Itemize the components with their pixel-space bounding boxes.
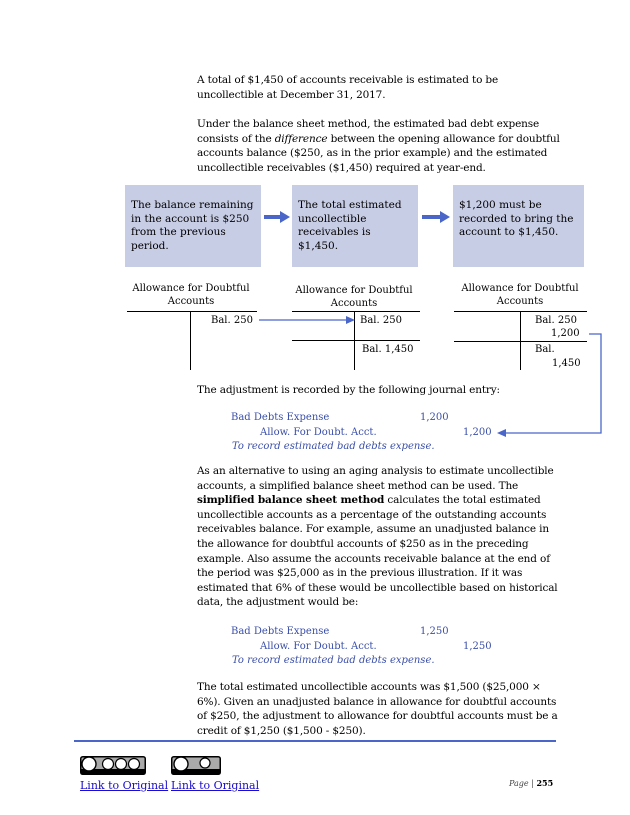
taccount-balance: Bal. 250 [211, 315, 253, 326]
taccount-title: Allowance for Doubtful Accounts [295, 285, 413, 309]
journal-credit-amount: 1,200 [463, 427, 492, 438]
journal-memo: To record estimated bad debts expense. [232, 441, 435, 452]
journal-credit-account: Allow. For Doubt. Acct. [260, 427, 377, 438]
explanation-box-total-estimated: The total estimated uncollectible receivables is $1,450. [292, 185, 418, 267]
page-label: Page | [509, 779, 534, 788]
simplified-method-term: simplified balance sheet method [197, 494, 385, 507]
method-text-before: Under the balance sheet method, the estimated bad debt expense consists of the [197, 118, 540, 145]
simplified-method-paragraph: As an alternative to using an aging analysis to estimate uncollectible accounts, a simplified balance sheet method can be used. The simplified balance sheet method calculates the total estimated uncollectible accounts as a percentage of the outstanding accounts receivables balance. For example, assume an unadjusted balance in the allowance for doubtful accounts of $250 as in the preceding example. Also assume the accounts receivable balance at the end of the period was $25,000 as in the previous illustration. If it was estimated that 6% of these would be uncollectible based on historical data, the adjustment would be: [197, 465, 558, 609]
footer-rule [74, 740, 556, 742]
taccount-balance: Bal. 250 [360, 315, 402, 326]
cc-by-license-icon [171, 756, 221, 775]
journal-debit-amount: 1,200 [420, 412, 449, 423]
explanation-box-previous-balance: The balance remaining in the account is $250 from the previous period. [125, 185, 261, 267]
journal-credit-account: Allow. For Doubt. Acct. [260, 641, 377, 652]
cc-by-nc-nd-license-icon [80, 756, 146, 775]
journal-debit-account: Bad Debts Expense [231, 626, 330, 637]
journal-debit-amount: 1,250 [420, 626, 449, 637]
taccount-title: Allowance for Doubtful Accounts [132, 283, 250, 307]
taccount-balance: Bal. 1,450 [362, 344, 414, 355]
link-to-original[interactable]: Link to Original [171, 779, 260, 792]
link-to-original[interactable]: Link to Original [80, 779, 169, 792]
conclusion-paragraph: The total estimated uncollectible accounts was $1,500 ($25,000 × 6%). Given an unadjusted balance in allowance for doubtful accounts of $250, the adjustment to allowance for doubtful accounts must be a credit of $1,250 ($1,500 - $250). [197, 681, 558, 737]
intro-paragraph: A total of $1,450 of accounts receivable is estimated to be uncollectible at December 31, 2017. [197, 74, 499, 101]
taccount-balance-value: 1,450 [552, 358, 581, 369]
explanation-box-required-adjustment: $1,200 must be recorded to bring the account to $1,450. [453, 185, 584, 267]
journal-intro-text: The adjustment is recorded by the following journal entry: [197, 384, 500, 396]
taccount-balance: Bal. 250 [535, 315, 577, 326]
taccount-balance-label: Bal. [535, 344, 555, 355]
method-text-after: between the opening allowance for doubtful accounts balance ($250, as in the prior example) and the estimated uncollectible receivables ($1,450) required at year-end. [197, 132, 560, 174]
page-number-value: 255 [536, 778, 554, 788]
taccount-adjustment: 1,200 [551, 328, 580, 339]
journal-credit-amount: 1,250 [463, 641, 492, 652]
difference-emphasis: difference [274, 132, 328, 145]
taccount-title: Allowance for Doubtful Accounts [461, 283, 579, 307]
journal-memo: To record estimated bad debts expense. [232, 655, 435, 666]
page-number [509, 778, 553, 788]
journal-debit-account: Bad Debts Expense [231, 412, 330, 423]
